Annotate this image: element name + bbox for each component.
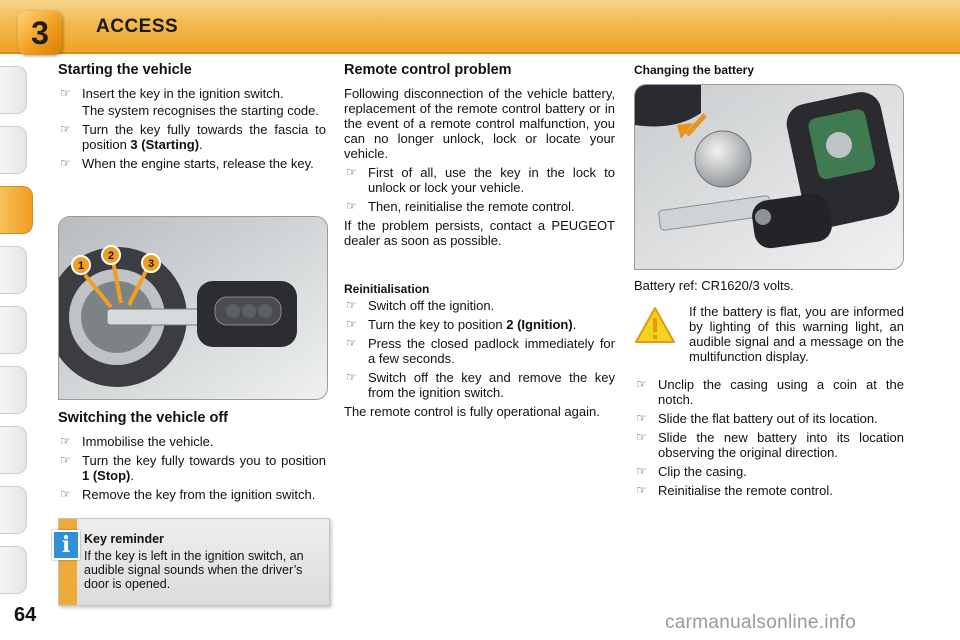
list-item: ☞ Press the closed padlock immediately for a few seconds. <box>346 336 615 366</box>
switching-off-steps <box>58 434 326 506</box>
position-label: 1 <box>77 260 85 272</box>
chapter-tab-8[interactable] <box>0 486 27 534</box>
pointing-hand-icon: ☞ <box>60 434 71 448</box>
list-item: ☞ Switch off the ignition. <box>346 298 495 313</box>
ignition-key-photo <box>58 216 328 400</box>
list-item: ☞ Clip the casing. <box>636 464 747 479</box>
list-item: ☞ Insert the key in the ignition switch. The system recognises the starting code. <box>60 86 320 118</box>
page-number: 64 <box>14 604 37 626</box>
reinit-title: Reinitialisation <box>344 282 430 296</box>
battery-warning: If the battery is flat, you are informed by lighting of this warning light, an audible signal and a message on the multifunction display. <box>689 304 904 364</box>
chapter-tab-3[interactable] <box>0 186 33 234</box>
list-item: ☞ Then, reinitialise the remote control. <box>346 199 575 214</box>
battery-ref: Battery ref: CR1620/3 volts. <box>634 278 794 293</box>
list-item: ☞ Slide the new battery into its location observing the original direction. <box>636 430 904 460</box>
chapter-header <box>0 0 960 54</box>
starting-steps <box>58 86 326 175</box>
warning-triangle-icon <box>634 306 676 344</box>
list-item: ☞ Turn the key fully towards the fascia to position 3 (Starting). <box>60 122 326 152</box>
battery-title: Changing the battery <box>634 63 755 77</box>
pointing-hand-icon: ☞ <box>346 199 357 213</box>
key-reminder-title: Key reminder <box>84 532 164 546</box>
pointing-hand-icon: ☞ <box>346 370 357 384</box>
chapter-title: ACCESS <box>96 16 179 37</box>
reinit-steps <box>344 298 615 423</box>
position-label: 3 <box>147 258 155 270</box>
chapter-tab-7[interactable] <box>0 426 27 474</box>
pointing-hand-icon: ☞ <box>636 464 647 478</box>
pointing-hand-icon: ☞ <box>60 487 71 501</box>
key-reminder-text: If the key is left in the ignition switch, an audible signal sounds when the driver’s door is opened. <box>84 549 304 591</box>
pointing-hand-icon: ☞ <box>60 156 71 170</box>
list-item: ☞ Switch off the key and remove the key from the ignition switch. <box>346 370 615 400</box>
chapter-tab-6[interactable] <box>0 366 27 414</box>
list-item: ☞ Immobilise the vehicle. <box>60 434 214 449</box>
chapter-tab-4[interactable] <box>0 246 27 294</box>
chapter-number-badge: 3 <box>18 11 62 55</box>
pointing-hand-icon: ☞ <box>636 430 647 444</box>
pointing-hand-icon: ☞ <box>636 411 647 425</box>
reinit-outro: The remote control is fully operational again. <box>344 404 600 419</box>
pointing-hand-icon: ☞ <box>636 377 647 391</box>
battery-steps <box>634 377 904 502</box>
section-title-starting: Starting the vehicle <box>58 62 192 78</box>
list-item: ☞ When the engine starts, release the key. <box>60 156 314 171</box>
pointing-hand-icon: ☞ <box>346 165 357 179</box>
position-label: 2 <box>107 250 115 262</box>
chapter-tab-1[interactable] <box>0 66 27 114</box>
section-title-switching-off: Switching the vehicle off <box>58 410 228 426</box>
list-item: ☞ Slide the flat battery out of its location. <box>636 411 878 426</box>
list-item: ☞ Remove the key from the ignition switch. <box>60 487 316 502</box>
list-item: ☞ First of all, use the key in the lock to unlock or lock your vehicle. <box>346 165 615 195</box>
pointing-hand-icon: ☞ <box>346 336 357 350</box>
battery-photo <box>634 84 904 270</box>
info-icon: i <box>52 530 80 560</box>
pointing-hand-icon: ☞ <box>60 86 71 100</box>
list-item: ☞ Turn the key to position 2 (Ignition). <box>346 317 577 332</box>
section-title-remote: Remote control problem <box>344 62 512 78</box>
watermark: carmanualsonline.info <box>665 612 857 633</box>
chapter-tab-5[interactable] <box>0 306 27 354</box>
remote-problem-text <box>344 86 615 252</box>
list-item: ☞ Unclip the casing using a coin at the notch. <box>636 377 904 407</box>
pointing-hand-icon: ☞ <box>60 453 71 467</box>
chapter-tab-9[interactable] <box>0 546 27 594</box>
pointing-hand-icon: ☞ <box>346 298 357 312</box>
dealer-text: If the problem persists, contact a PEUGEOT dealer as soon as possible. <box>344 218 615 248</box>
list-item: ☞ Turn the key fully towards you to position 1 (Stop). <box>60 453 326 483</box>
pointing-hand-icon: ☞ <box>60 122 71 136</box>
chapter-tab-2[interactable] <box>0 126 27 174</box>
list-item: ☞ Reinitialise the remote control. <box>636 483 833 498</box>
pointing-hand-icon: ☞ <box>346 317 357 331</box>
pointing-hand-icon: ☞ <box>636 483 647 497</box>
remote-intro: Following disconnection of the vehicle battery, replacement of the remote control battery or in the event of a remote control malfunction, you can no longer unlock, lock or locate your vehicle. <box>344 86 615 161</box>
